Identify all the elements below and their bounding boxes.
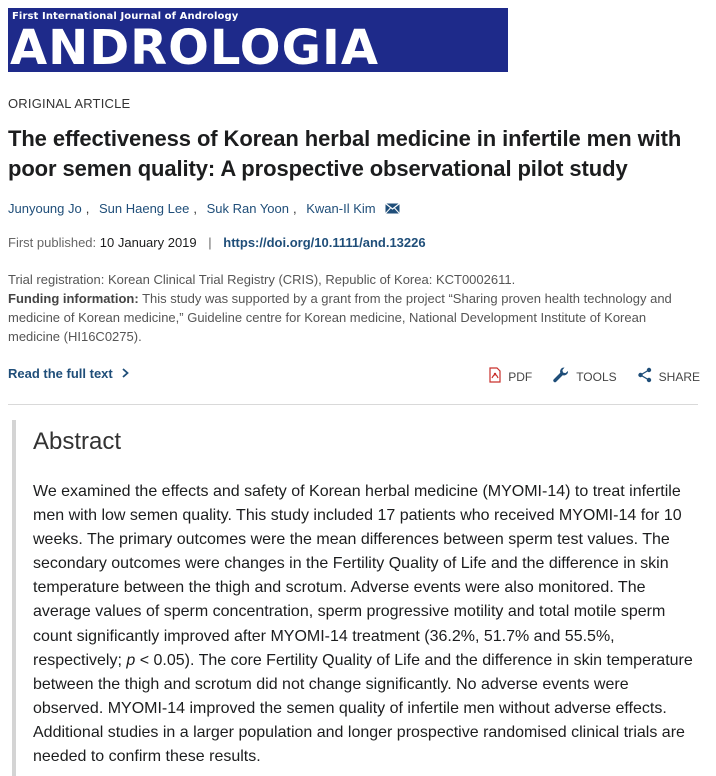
journal-logo: ANDROLOGIA	[10, 20, 380, 72]
read-full-text-label: Read the full text	[8, 366, 113, 381]
pdf-label: PDF	[508, 369, 533, 384]
author-separator: ,	[85, 201, 90, 216]
share-label: SHARE	[658, 369, 700, 384]
abstract-section	[12, 420, 702, 776]
article-type: ORIGINAL ARTICLE	[8, 96, 131, 111]
journal-subtitle: First International Journal of Andrology	[12, 11, 239, 22]
article-title: The effectiveness of Korean herbal medicine in infertile men with poor semen quality: A prospective observational pilot study	[8, 126, 682, 181]
author-list	[8, 201, 400, 217]
author-separator: ,	[293, 201, 297, 216]
abstract-text-part2: < 0.05). The core Fertility Quality of Life and the difference in skin temperature between the thigh and scrotum did not change significantly. No adverse events were observed. MYOMI-14 improved the semen quality of infertile men without adverse effects. Additional studies in a larger population and longer prospective randomised clinical trials are needed to confirm these results.	[33, 651, 693, 766]
author-link[interactable]: Suk Ran Yoon	[206, 201, 289, 216]
share-button[interactable]	[637, 367, 700, 386]
author-link[interactable]: Kwan-Il Kim	[306, 201, 376, 216]
author-separator: ,	[193, 201, 197, 216]
tools-button[interactable]	[552, 366, 616, 387]
first-published-date: 10 January 2019	[99, 235, 197, 250]
chevron-right-icon	[122, 366, 129, 381]
pdf-button[interactable]	[488, 367, 532, 386]
doi-link[interactable]: https://doi.org/10.1111/and.13226	[223, 235, 426, 250]
publication-info	[8, 235, 426, 250]
trial-registration: Trial registration: Korean Clinical Trial Registry (CRIS), Republic of Korea: KCT0002611.	[8, 272, 516, 287]
abstract-text-part1: We examined the effects and safety of Korean herbal medicine (MYOMI-14) to treat infertile men with low semen quality. This study included 17 patients who received MYOMI-14 for 10 weeks. The primary outcomes were the mean differences between sperm test values. The secondary outcomes were changes in the Fertility Quality of Life and the difference in skin temperature between the thigh and scrotum. Adverse events were also monitored. The average values of sperm concentration, sperm progressive motility and total motile sperm count significantly improved after MYOMI-14 treatment (36.2%, 51.7% and 55.5%, respectively;	[33, 483, 682, 669]
tools-label: TOOLS	[576, 369, 617, 384]
article-toolbar	[488, 366, 700, 387]
pdf-icon	[488, 367, 502, 386]
info-separator: |	[208, 235, 212, 250]
p-value-symbol: p	[126, 651, 136, 669]
read-full-text-link[interactable]	[8, 366, 129, 381]
abstract-heading: Abstract	[33, 428, 122, 455]
funding-label: Funding information:	[8, 291, 139, 306]
abstract-text	[33, 480, 693, 769]
share-icon	[637, 367, 653, 386]
funding-information	[8, 289, 698, 346]
envelope-icon[interactable]	[385, 202, 400, 217]
first-published-label: First published:	[8, 235, 97, 250]
journal-banner[interactable]	[8, 8, 508, 72]
author-link[interactable]: Junyoung Jo	[8, 201, 82, 216]
funding-text: This study was supported by a grant from the project “Sharing proven health technology and medicine of Korean medicine,” Guideline centre for Korean medicine, National Development Institute of Korean medicine (HI16C0275).	[8, 291, 672, 344]
wrench-icon	[552, 366, 570, 387]
author-link[interactable]: Sun Haeng Lee	[98, 201, 190, 216]
section-divider	[8, 404, 698, 405]
